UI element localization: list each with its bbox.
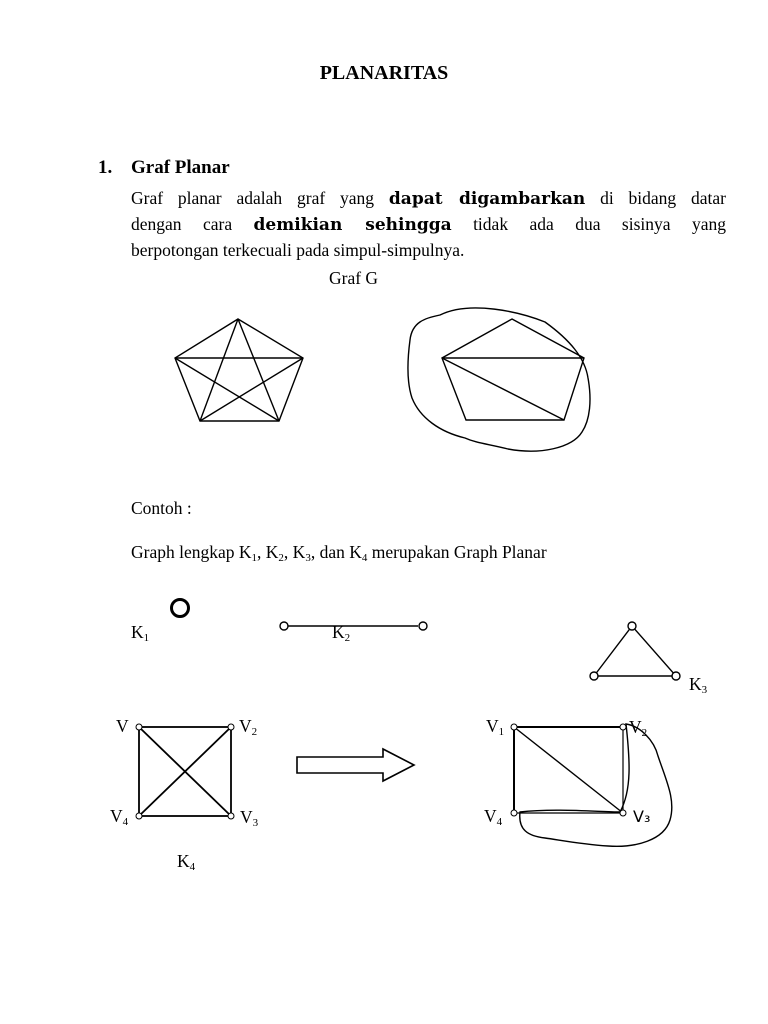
right-v3-label: V₃ bbox=[633, 807, 651, 826]
graph-vertex bbox=[228, 724, 234, 730]
text-run: di bidang datar bbox=[585, 188, 727, 208]
graph-edge bbox=[442, 358, 564, 420]
example-sentence bbox=[131, 542, 547, 563]
subscript: 1 bbox=[143, 632, 150, 644]
label-text: K bbox=[177, 851, 190, 871]
k2-label bbox=[332, 622, 350, 643]
left-v3-label bbox=[240, 807, 258, 828]
k4-label bbox=[177, 851, 195, 872]
graph-vertex bbox=[620, 810, 626, 816]
text-run: , K bbox=[257, 542, 279, 562]
text-run: , K bbox=[283, 542, 306, 562]
transform-arrow bbox=[297, 749, 414, 781]
graph-edge bbox=[200, 319, 238, 421]
graph-g-nonplanar-drawing bbox=[175, 319, 303, 421]
text-run: merupakan Graph Planar bbox=[367, 542, 547, 562]
k4-graph-crossing bbox=[136, 724, 234, 819]
graph-vertex bbox=[280, 622, 288, 630]
text-run: Graf planar adalah graf yang bbox=[131, 188, 389, 208]
subscript: 3 bbox=[305, 552, 311, 564]
graph-edge bbox=[200, 358, 303, 421]
section-title: Graf Planar bbox=[131, 157, 230, 178]
planar-region-blob bbox=[408, 308, 590, 451]
subscript: 4 bbox=[189, 861, 196, 873]
paragraph-line-3: berpotongan terkecuali pada simpul-simpulnya. bbox=[131, 240, 465, 260]
graph-vertex bbox=[419, 622, 427, 630]
subscript: 1 bbox=[498, 726, 505, 738]
graph-vertex bbox=[628, 622, 636, 630]
graph-vertex bbox=[228, 813, 234, 819]
label-text: K bbox=[332, 622, 345, 642]
graph-g-planar-drawing bbox=[408, 308, 590, 451]
subscript: 2 bbox=[278, 552, 284, 564]
graph-edge bbox=[238, 319, 279, 421]
graf-g-label: Graf G bbox=[329, 268, 379, 288]
subscript: 3 bbox=[252, 817, 259, 829]
label-text: K bbox=[689, 674, 702, 694]
graph-vertex bbox=[590, 672, 598, 680]
outer-face-blob bbox=[520, 724, 672, 846]
label-text: V bbox=[239, 716, 252, 736]
graph-edge bbox=[175, 358, 279, 421]
subscript: 1 bbox=[251, 552, 258, 564]
text-run: dengan cara bbox=[131, 214, 254, 234]
graph-vertex bbox=[620, 724, 626, 730]
graph-vertex bbox=[511, 724, 517, 730]
page-title: PLANARITAS bbox=[319, 62, 449, 84]
k1-vertex bbox=[172, 600, 189, 617]
left-v1-label: V bbox=[116, 716, 129, 736]
k1-label bbox=[131, 622, 149, 643]
right-v4-label bbox=[484, 806, 502, 827]
k4-graph-planar bbox=[511, 724, 672, 846]
graph-vertex bbox=[672, 672, 680, 680]
graph-vertex bbox=[136, 724, 142, 730]
subscript: 3 bbox=[701, 684, 708, 696]
label-text: V bbox=[240, 807, 253, 827]
label-text: V bbox=[629, 717, 642, 737]
left-v4-label bbox=[110, 806, 128, 827]
subscript: 4 bbox=[496, 816, 503, 828]
text-run: tidak ada dua sisinya yang bbox=[451, 214, 726, 234]
right-v1-label bbox=[486, 716, 504, 737]
example-label: Contoh : bbox=[131, 498, 192, 518]
section-number: 1. bbox=[98, 157, 113, 178]
subscript: 2 bbox=[344, 632, 351, 644]
triangle-edges bbox=[594, 626, 676, 676]
subscript: 2 bbox=[641, 727, 648, 739]
subscript: 4 bbox=[361, 552, 368, 564]
graph-vertex bbox=[136, 813, 142, 819]
label-text: V bbox=[486, 716, 499, 736]
subscript: 2 bbox=[251, 726, 258, 738]
label-text: K bbox=[131, 622, 144, 642]
bold-term: dapat digambarkan bbox=[388, 189, 586, 209]
right-v2-label bbox=[629, 717, 647, 738]
text-run: , dan K bbox=[310, 542, 362, 562]
k2-graph bbox=[280, 622, 427, 630]
text-run: Graph lengkap K bbox=[131, 542, 252, 562]
graph-vertex bbox=[511, 810, 517, 816]
label-text: V bbox=[110, 806, 123, 826]
k3-label bbox=[689, 674, 707, 695]
k3-graph bbox=[590, 622, 680, 680]
label-text: V bbox=[484, 806, 497, 826]
bold-term: demikian sehingga bbox=[253, 215, 452, 235]
left-v2-label bbox=[239, 716, 257, 737]
graph-edge bbox=[514, 727, 623, 813]
subscript: 4 bbox=[122, 816, 129, 828]
